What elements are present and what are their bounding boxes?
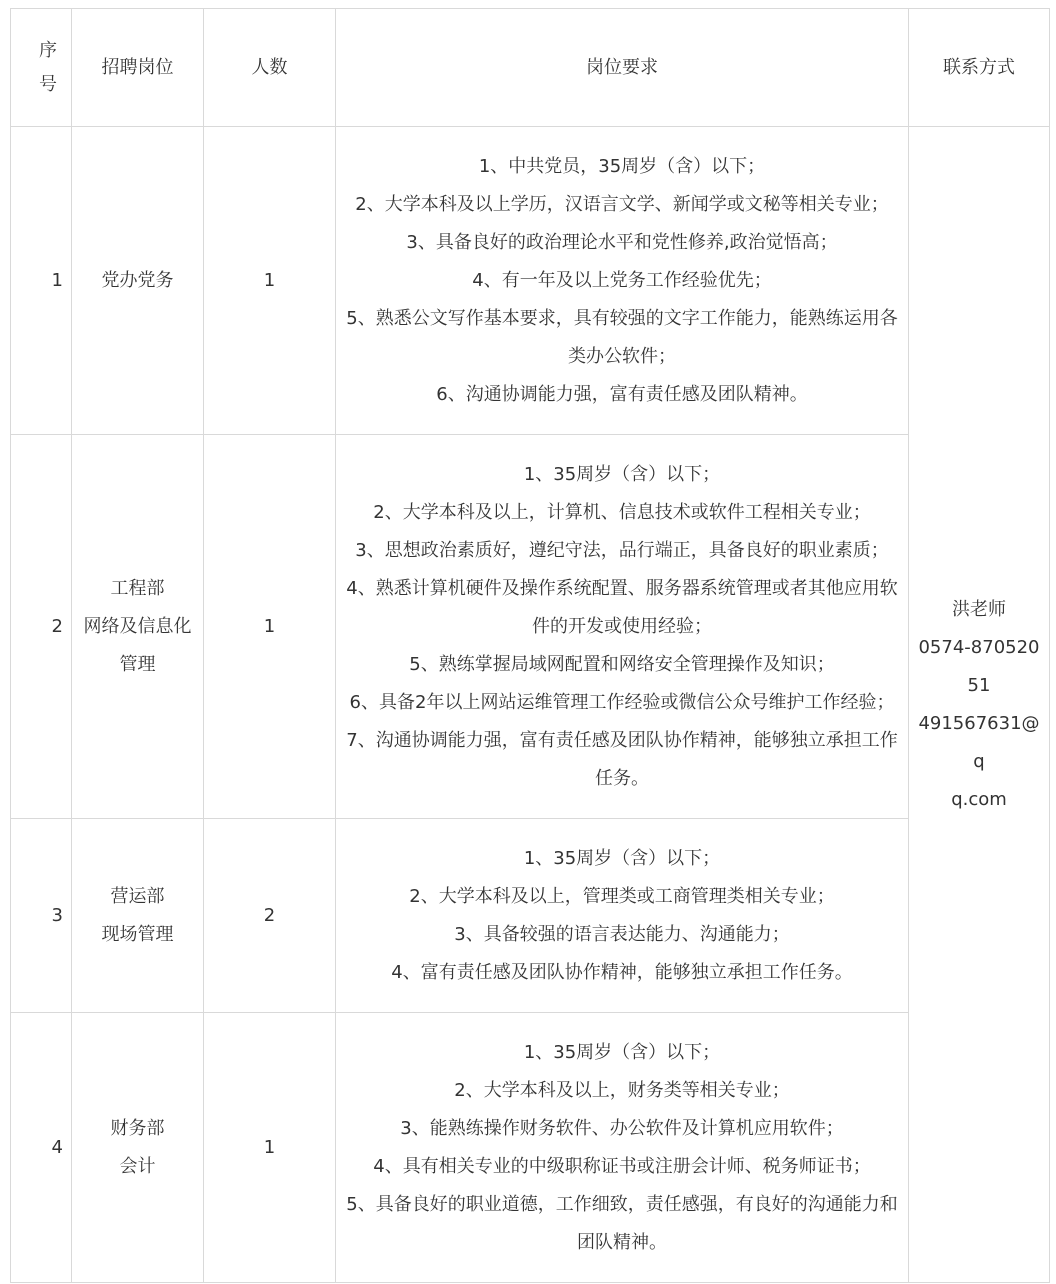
requirement-line: 2、大学本科及以上，财务类等相关专业； <box>454 1079 790 1101</box>
requirement-line: 5、具备良好的职业道德，工作细致，责任感强，有良好的沟通能力和团队精神。 <box>346 1193 898 1253</box>
contact-email <box>915 705 1043 819</box>
requirement-line: 4、具有相关专业的中级职称证书或注册会计师、税务师证书； <box>373 1155 871 1177</box>
row-no: 1 <box>11 127 72 435</box>
table-row <box>11 819 1050 1013</box>
row-count: 1 <box>204 435 336 819</box>
requirement-line: 6、沟通协调能力强，富有责任感及团队精神。 <box>436 383 808 405</box>
position-line: 党办党务 <box>101 269 174 291</box>
position-line: 工程部 <box>110 577 165 599</box>
requirement-line: 5、熟悉公文写作基本要求，具有较强的文字工作能力，能熟练运用各类办公软件； <box>346 307 898 367</box>
requirement-line: 3、具备较强的语言表达能力、沟通能力； <box>454 923 790 945</box>
requirement-line: 2、大学本科及以上，计算机、信息技术或软件工程相关专业； <box>373 501 871 523</box>
header-row <box>11 9 1050 127</box>
header-count: 人数 <box>204 9 336 127</box>
requirement-line: 1、35周岁（含）以下； <box>523 1041 721 1063</box>
row-requirements <box>336 435 909 819</box>
position-line: 营运部 <box>110 885 165 907</box>
table-row <box>11 127 1050 435</box>
requirement-line: 7、沟通协调能力强，富有责任感及团队协作精神，能够独立承担工作任务。 <box>346 729 898 789</box>
requirement-line: 1、中共党员，35周岁（含）以下； <box>478 155 766 177</box>
row-no: 4 <box>11 1013 72 1283</box>
header-contact: 联系方式 <box>909 9 1050 127</box>
row-position <box>72 819 204 1013</box>
position-line: 现场管理 <box>101 923 174 945</box>
position-line: 管理 <box>119 653 156 675</box>
contact-cell <box>909 127 1050 1283</box>
requirement-line: 3、具备良好的政治理论水平和党性修养,政治觉悟高； <box>406 231 838 253</box>
requirement-line: 2、大学本科及以上学历，汉语言文学、新闻学或文秘等相关专业； <box>355 193 889 215</box>
recruitment-table <box>10 8 1050 1283</box>
table-row <box>11 435 1050 819</box>
requirement-line: 4、富有责任感及团队协作精神，能够独立承担工作任务。 <box>391 961 853 983</box>
requirement-line: 1、35周岁（含）以下； <box>523 463 721 485</box>
requirement-line: 4、有一年及以上党务工作经验优先； <box>472 269 772 291</box>
row-no: 3 <box>11 819 72 1013</box>
header-no: 序号 <box>11 9 72 127</box>
row-requirements <box>336 127 909 435</box>
requirement-line: 4、熟悉计算机硬件及操作系统配置、服务器系统管理或者其他应用软件的开发或使用经验； <box>346 577 898 637</box>
position-line: 财务部 <box>110 1117 165 1139</box>
header-position: 招聘岗位 <box>72 9 204 127</box>
contact-name: 洪老师 <box>952 598 1006 620</box>
table-row <box>11 1013 1050 1283</box>
contact-email-part2: q.com <box>951 788 1007 810</box>
row-count: 1 <box>204 127 336 435</box>
requirement-line: 3、能熟练操作财务软件、办公软件及计算机应用软件； <box>400 1117 844 1139</box>
row-position <box>72 1013 204 1283</box>
row-position <box>72 127 204 435</box>
contact-phone: 0574-87052051 <box>918 636 1040 696</box>
requirement-line: 6、具备2年以上网站运维管理工作经验或微信公众号维护工作经验； <box>349 691 895 713</box>
requirement-line: 1、35周岁（含）以下； <box>523 847 721 869</box>
requirement-line: 3、思想政治素质好，遵纪守法，品行端正，具备良好的职业素质； <box>355 539 889 561</box>
row-requirements <box>336 1013 909 1283</box>
row-requirements <box>336 819 909 1013</box>
position-line: 网络及信息化 <box>83 615 192 637</box>
header-requirements: 岗位要求 <box>336 9 909 127</box>
row-position <box>72 435 204 819</box>
contact-email-part1: 491567631@q <box>918 712 1040 772</box>
position-line: 会计 <box>119 1155 156 1177</box>
row-no: 2 <box>11 435 72 819</box>
requirement-line: 2、大学本科及以上，管理类或工商管理类相关专业； <box>409 885 835 907</box>
row-count: 1 <box>204 1013 336 1283</box>
requirement-line: 5、熟练掌握局域网配置和网络安全管理操作及知识； <box>409 653 835 675</box>
row-count: 2 <box>204 819 336 1013</box>
